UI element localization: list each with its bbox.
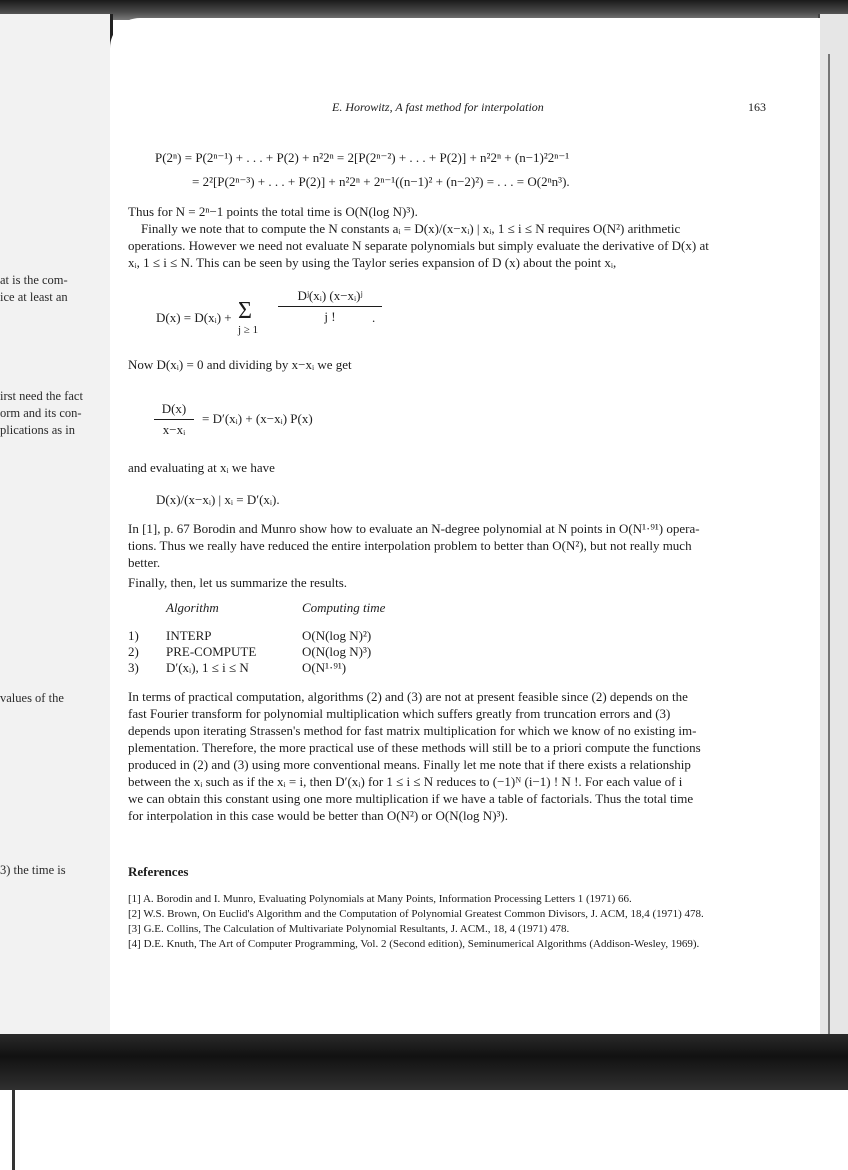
left-page-fragment: plications as in — [0, 423, 75, 437]
right-scan-edge — [818, 14, 848, 1044]
scan-bottom-edge — [0, 1034, 848, 1090]
paragraph: Thus for N = 2ⁿ−1 points the total time is O(N(log N)³). Finally we note that to compute the N constants aᵢ = D(x)/(x−xᵢ) | xᵢ, 1 ≤ i ≤ N requires O(N²) arithmetic operations. However we need not evaluate N separate polynomials but simply evaluate the derivative of D(x) at xᵢ, 1 ≤ i ≤ N. This can be seen by using the Taylor series expansion of D (x) about the point xᵢ, — [128, 204, 709, 270]
paragraph: In terms of practical computation, algorithms (2) and (3) are not at present feasible since (2) depends on the fast Fourier transform for polynomial multiplication which suffers greatly from truncation errors and (3) depends upon iterating Strassen's method for fast matrix multiplication for which we know of no existing im- plementation. Therefore, the more practical use of these methods will still be to a priori compute the functions produced in (2) and (3) using more conventional means. Finally let me note that if there exists a relationship between the xᵢ such as if the xᵢ = i, then D′(xᵢ) for 1 ≤ i ≤ N reduces to (−1)ᴺ (i−1) ! N !. For each value of i we can obtain this constant using one more multiplication if we have a table of factorials. Thus the total time for interpolation in this case would be better than O(N²) or O(N(log N)³). — [128, 689, 701, 823]
reference-item: [4] D.E. Knuth, The Art of Computer Programming, Vol. 2 (Second edition), Seminumerical Algorithms (Addison-Wesley, 1969). — [128, 938, 700, 950]
page-number: 163 — [748, 100, 766, 114]
equation-line: D(x)/(x−xᵢ) | xᵢ = D′(xᵢ). — [156, 492, 280, 507]
scan-top-edge — [0, 0, 848, 20]
left-page-fragment: values of the — [0, 691, 64, 705]
table-row: 1) INTERP O(N(log N)²) — [128, 628, 372, 643]
algorithm-table — [128, 600, 385, 676]
table-row: 2) PRE-COMPUTE O(N(log N)³) — [128, 644, 372, 659]
table-header: Algorithm Computing time — [166, 600, 386, 615]
running-title: E. Horowitz, A fast method for interpolation — [332, 100, 544, 114]
reference-item: [1] A. Borodin and I. Munro, Evaluating Polynomials at Many Points, Information Processing Letters 1 (1971) 66. — [128, 893, 632, 905]
equation-line: = 2²[P(2ⁿ⁻³) + . . . + P(2)] + n²2ⁿ + 2ⁿ⁻¹((n−1)² + (n−2)²) = . . . = O(2ⁿn³). — [192, 174, 570, 189]
table-row: 3) D′(xᵢ), 1 ≤ i ≤ N O(N¹·⁹¹) — [128, 660, 347, 675]
left-page-fragment: at is the com- — [0, 273, 68, 287]
left-page-fragment: irst need the fact — [0, 389, 83, 403]
reference-item: [2] W.S. Brown, On Euclid's Algorithm and the Computation of Polynomial Greatest Common Divisors, J. ACM, 18,4 (1971) 478. — [128, 908, 704, 920]
paragraph: In [1], p. 67 Borodin and Munro show how to evaluate an N-degree polynomial at N points in O(N¹·⁹¹) opera- tions. Thus we really have reduced the entire interpolation problem to better than O(N²), but not really much better. — [128, 521, 700, 570]
paragraph: and evaluating at xᵢ we have — [128, 460, 275, 475]
references-list — [128, 892, 704, 952]
references-heading: References — [128, 864, 189, 879]
paragraph: Now D(xᵢ) = 0 and dividing by x−xᵢ we get — [128, 357, 352, 372]
paper-page: E. Horowitz, A fast method for interpolation 163 P(2ⁿ) = P(2ⁿ⁻¹) + . . . + P(2) + n²2ⁿ = 2[P(2ⁿ⁻²) + . . . + P(2)] + n²2ⁿ + (n−1)²2ⁿ⁻¹ = 2²[P(2ⁿ⁻³) + . . . + P(2)] + n²2ⁿ + 2ⁿ⁻¹((n−1)² + (n−2)²) = . . . = O(2ⁿn³). Thus for N = 2ⁿ−1 points the total time is O(N(log N)³). Finally we note that to compute the N constants aᵢ = D(x)/(x−xᵢ) | xᵢ, 1 ≤ i ≤ N requires O(N²) arithmetic operations. However we need not evaluate N separate polynomials but simply evaluate the derivative of D(x) at xᵢ, 1 ≤ i ≤ N. This can be seen by using the Taylor series expansion of D (x) about the point xᵢ, D(x) = D(xᵢ) + Σ j ≥ 1 Dʲ(xᵢ) (x−xᵢ)ʲ j ! . Now D(xᵢ) = 0 and dividing by x−xᵢ we get D(x) x−xᵢ = D′(xᵢ) + (x−xᵢ) P(x) and evaluating at xᵢ we have D(x)/(x−xᵢ) | xᵢ = D′(xᵢ). In [1], p. 67 Borodin and Munro show how to evaluate an N-degree polynomial at N points in O(N¹·⁹¹) opera- tions. Thus we really have reduced the entire interpolation problem to better than O(N²), but not really much better. Finally, then, let us summarize the results. Algorithm Computing time 1) INTERP O(N(log N)²) 2) PRE-COMPUTE O(N(log N)³) 3) D′(xᵢ), 1 ≤ i ≤ N O(N¹·⁹¹) In terms of practical computation, algorithms (2) and (3) are not at present feasible since (2) depends on the fast Fourier transform for polynomial multiplication which suffers greatly from truncation errors and (3) depends upon iterating Strassen's method for fast matrix multiplication for which we know of no existing im- plementation. Therefore, the more practical use of these methods will still be to a priori compute the functions produced in (2) and (3) using more conventional means. Finally let me note that if there exists a relationship between the xᵢ such as if the xᵢ = i, then D′(xᵢ) for 1 ≤ i ≤ N reduces to (−1)ᴺ (i−1) ! N !. For each value of i we can obtain this constant using one more multiplication if we have a table of factorials. Thus the total time for interpolation in this case would be better than O(N²) or O(N(log N)³). References [1] A. Borodin and I. Munro, Evaluating Polynomials at Many Points, Information Processing Letters 1 (1971) 66. [2] W.S. Brown, On Euclid's Algorithm and the Computation of Polynomial Greatest Common Divisors, J. ACM, 18,4 (1971) 478. [3] G.E. Collins, The Calculation of Multivariate Polynomial Resultants, J. ACM., 18, 4 (1971) 478. [4] D.E. Knuth, The Art of Computer Programming, Vol. 2 (Second edition), Seminumerical Algorithms (Addison-Wesley, 1969). — [110, 18, 820, 1036]
left-facing-page — [0, 14, 113, 1044]
left-page-fragment: ice at least an — [0, 290, 68, 304]
left-page-fragment: orm and its con- — [0, 406, 82, 420]
left-page-fragment: 3) the time is — [0, 863, 66, 877]
reference-item: [3] G.E. Collins, The Calculation of Multivariate Polynomial Resultants, J. ACM., 18, 4 (1971) 478. — [128, 923, 570, 935]
equation-line: P(2ⁿ) = P(2ⁿ⁻¹) + . . . + P(2) + n²2ⁿ = 2[P(2ⁿ⁻²) + . . . + P(2)] + n²2ⁿ + (n−1)²2ⁿ⁻¹ — [155, 150, 570, 165]
paragraph: Finally, then, let us summarize the results. — [128, 575, 348, 590]
scan-margin — [0, 1090, 848, 1170]
